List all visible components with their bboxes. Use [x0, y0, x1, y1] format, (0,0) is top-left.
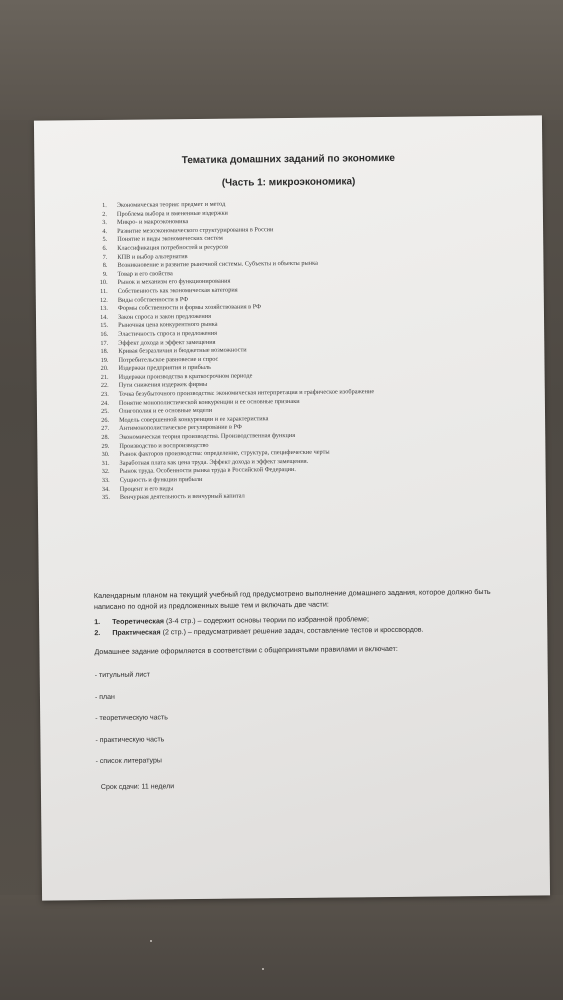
topic-text: Рынок труда. Особенности рынка труда в Российской Федерации. — [119, 466, 297, 476]
assignment-paragraph: Календарным планом на текущий учебный год предусмотрено выполнение домашнего задания, которое должно быть написано по одной из предложенных выше тем и включать две части: — [93, 586, 491, 612]
topic-number: 9. — [102, 270, 108, 278]
paper-sheet — [34, 115, 550, 900]
requirement-item: - практическую часть — [95, 735, 165, 744]
topic-text: Потребительское равновесие и спрос — [118, 355, 219, 364]
document-title: Тематика домашних заданий по экономике — [181, 152, 396, 167]
topic-number: 30. — [101, 451, 110, 459]
topic-number: 32. — [101, 468, 110, 476]
topic-text: Виды собственности в РФ — [117, 295, 189, 304]
topic-number: 3. — [102, 219, 108, 227]
topic-number: 34. — [101, 485, 110, 493]
desk-background-top — [0, 0, 563, 120]
topic-number: 4. — [102, 227, 108, 235]
topic-text: Проблема выбора и вмененные издержки — [116, 209, 228, 218]
topic-text: Рыночная цена конкурентного рынка — [118, 321, 218, 330]
requirement-item: - теоретическую часть — [95, 714, 168, 723]
topic-text: Закон спроса и закон предложения — [117, 312, 211, 321]
topic-text: Процент и его виды — [119, 484, 174, 493]
topic-text: Классификация потребностей и ресурсов — [117, 243, 229, 252]
requirements-list — [95, 671, 169, 779]
topic-number: 28. — [101, 433, 110, 442]
topic-text: Кривая безразличия и бюджетные возможности — [118, 346, 247, 355]
topic-number: 6. — [102, 244, 108, 252]
topic-number: 22. — [100, 382, 109, 390]
topic-number: 23. — [100, 390, 109, 399]
topic-text: Издержки производства в краткосрочном периоде — [118, 372, 253, 381]
topic-text: Товар и его свойства — [117, 269, 173, 278]
topic-number: 18. — [100, 348, 109, 356]
topic-number: 13. — [99, 305, 108, 313]
topic-number: 14. — [100, 313, 109, 321]
document-subtitle: (Часть 1: микроэкономика) — [221, 176, 356, 189]
topic-number: 10. — [99, 279, 108, 287]
part-name: Практическая — [112, 628, 161, 637]
floor-speck — [150, 940, 152, 942]
topic-list — [87, 198, 510, 503]
topic-number: 11. — [100, 287, 108, 295]
part-number: 2. — [94, 629, 101, 638]
requirement-item: - список литературы — [95, 757, 162, 766]
requirements-intro: Домашнее задание оформляется в соответствии с общепринятыми правилами и включает: — [94, 644, 398, 657]
topic-number: 25. — [101, 408, 110, 416]
topic-number: 31. — [101, 459, 110, 467]
topic-text: Рынок факторов производства: определение, структура, специфические черты — [119, 448, 330, 459]
topic-text: Заработная плата как цена труда. Эффект дохода и эффект замещения. — [119, 457, 309, 467]
topic-text: Издержки предприятия и прибыль — [118, 364, 212, 373]
topic-text: Рынок и механизм его функционирования — [117, 277, 231, 287]
part-name: Теоретическая — [112, 617, 165, 626]
topic-text: Венчурная деятельность и венчурный капитал — [119, 492, 245, 501]
topic-text: Эластичность спроса и предложения — [118, 329, 218, 338]
deadline: Срок сдачи: 11 недели — [100, 783, 175, 792]
topic-text: Модель совершенной конкуренции и ее характеристика — [119, 415, 269, 424]
topic-text: Сущность и функции прибыли — [119, 475, 203, 484]
part-description: (2 стр.) – предусматривает решение задач, составление тестов и кроссвордов. — [160, 625, 424, 637]
topic-text: Экономическая теория: предмет и метод — [116, 200, 226, 209]
topic-text: Понятие монополистической конкуренции и ее основные признаки — [118, 397, 300, 407]
topic-number: 1. — [102, 201, 107, 209]
topic-number: 7. — [102, 253, 108, 261]
topic-number: 12. — [99, 296, 108, 304]
topic-text: КПВ и выбор альтернатив — [117, 252, 188, 261]
topic-number: 33. — [101, 476, 110, 484]
topic-number: 19. — [100, 356, 109, 364]
floor-speck — [262, 968, 264, 970]
topic-number: 5. — [102, 236, 108, 244]
requirement-item: - титульный лист — [94, 671, 150, 680]
topic-number: 24. — [100, 399, 109, 407]
topic-number: 16. — [100, 330, 109, 338]
topic-text: Развитие мезоэкономического структурирования в России — [117, 225, 274, 235]
topic-text: Производство и воспроизводство — [119, 441, 209, 450]
topic-text: Точка безубыточного производства: экономическая интерпретация и графическое изображение — [118, 388, 375, 398]
topic-text: Собственность как экономическая категория — [117, 286, 238, 295]
topic-text: Олигополия и ее основные модели — [118, 407, 213, 416]
topic-text: Понятие и виды экономических систем — [117, 235, 223, 244]
topic-text: Пути снижения издержек фирмы — [118, 381, 208, 390]
topic-number: 27. — [101, 425, 110, 433]
topic-number: 21. — [100, 373, 109, 381]
topic-text: Экономическая теория производства. Производственная функция — [119, 431, 296, 441]
topic-number: 17. — [100, 339, 109, 347]
parts-list — [94, 613, 514, 639]
topic-text: Эффект дохода и эффект замещения — [118, 338, 216, 347]
topic-number: 35. — [101, 494, 110, 502]
topic-number: 29. — [101, 442, 110, 450]
topic-text: Возникновение и развитие рыночной системы. Субъекты и объекты рынка — [117, 259, 318, 269]
topic-text: Антимонополистическое регулирование в РФ — [119, 423, 242, 433]
part-number: 1. — [94, 618, 101, 627]
requirement-item: - план — [94, 693, 115, 701]
topic-number: 2. — [102, 210, 107, 218]
topic-number: 15. — [100, 322, 109, 330]
part-description: (3-4 стр.) – содержит основы теории по избранной проблеме; — [163, 615, 369, 626]
topic-number: 20. — [100, 365, 109, 373]
topic-text: Формы собственности и формы хозяйствования в РФ — [117, 303, 262, 312]
topic-number: 26. — [101, 416, 110, 424]
desk-background-bottom — [0, 895, 563, 1000]
topic-number: 8. — [102, 262, 108, 270]
topic-text: Микро- и макроэкономика — [116, 218, 189, 227]
